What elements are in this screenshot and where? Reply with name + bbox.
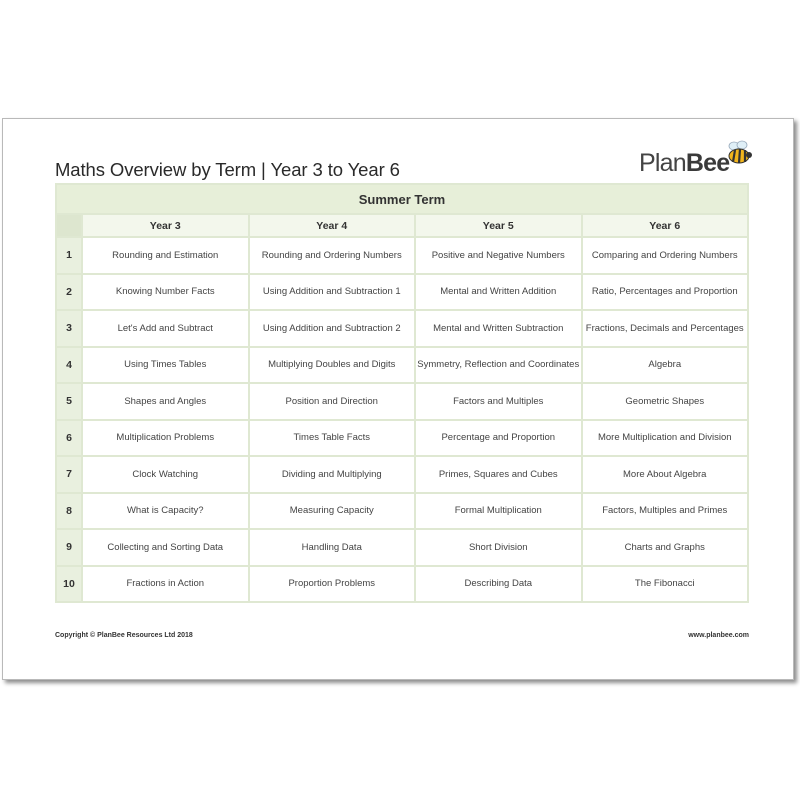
bee-icon	[725, 139, 755, 169]
planbee-logo	[639, 143, 759, 183]
row-number: 4	[56, 347, 82, 384]
website-link: www.planbee.com	[688, 632, 749, 639]
table-row	[56, 347, 748, 384]
table-cell: More Multiplication and Division	[582, 420, 749, 457]
document-page	[2, 118, 794, 680]
table-cell: Collecting and Sorting Data	[82, 529, 249, 566]
row-number: 2	[56, 274, 82, 311]
corner-cell	[56, 214, 82, 237]
table-cell: Using Addition and Subtraction 1	[249, 274, 416, 311]
table-cell: Charts and Graphs	[582, 529, 749, 566]
row-number: 6	[56, 420, 82, 457]
table-row	[56, 420, 748, 457]
table-cell: Using Times Tables	[82, 347, 249, 384]
table-cell: Primes, Squares and Cubes	[415, 456, 582, 493]
table-cell: Positive and Negative Numbers	[415, 237, 582, 274]
table-row	[56, 493, 748, 530]
table-row	[56, 529, 748, 566]
table-cell: Factors, Multiples and Primes	[582, 493, 749, 530]
table-cell: More About Algebra	[582, 456, 749, 493]
column-header-year-6: Year 6	[582, 214, 749, 237]
row-number: 1	[56, 237, 82, 274]
term-title: Summer Term	[56, 184, 748, 214]
year-header-row	[56, 214, 748, 237]
overview-table	[55, 183, 749, 603]
table-cell: Multiplication Problems	[82, 420, 249, 457]
table-cell: Symmetry, Reflection and Coordinates	[415, 347, 582, 384]
row-number: 9	[56, 529, 82, 566]
table-row	[56, 274, 748, 311]
table-cell: Describing Data	[415, 566, 582, 603]
page-title: Maths Overview by Term | Year 3 to Year 6	[55, 159, 400, 180]
table-cell: Fractions in Action	[82, 566, 249, 603]
table-cell: Mental and Written Subtraction	[415, 310, 582, 347]
table-cell: Percentage and Proportion	[415, 420, 582, 457]
column-header-year-4: Year 4	[249, 214, 416, 237]
table-cell: Multiplying Doubles and Digits	[249, 347, 416, 384]
row-number: 3	[56, 310, 82, 347]
table-cell: Using Addition and Subtraction 2	[249, 310, 416, 347]
copyright-text: Copyright © PlanBee Resources Ltd 2018	[55, 632, 193, 639]
logo-text-plan: Plan	[639, 149, 686, 177]
column-header-year-3: Year 3	[82, 214, 249, 237]
row-number: 7	[56, 456, 82, 493]
table-cell: Let's Add and Subtract	[82, 310, 249, 347]
table-row	[56, 566, 748, 603]
table-cell: Comparing and Ordering Numbers	[582, 237, 749, 274]
table-row	[56, 310, 748, 347]
table-row	[56, 237, 748, 274]
logo-text-bee: Bee	[685, 149, 730, 177]
table-cell: Factors and Multiples	[415, 383, 582, 420]
table-cell: Geometric Shapes	[582, 383, 749, 420]
table-cell: Knowing Number Facts	[82, 274, 249, 311]
table-cell: Proportion Problems	[249, 566, 416, 603]
row-number: 5	[56, 383, 82, 420]
table-cell: Shapes and Angles	[82, 383, 249, 420]
term-header-row	[56, 184, 748, 214]
table-cell: Algebra	[582, 347, 749, 384]
table-cell: Mental and Written Addition	[415, 274, 582, 311]
table-cell: The Fibonacci	[582, 566, 749, 603]
table-row	[56, 456, 748, 493]
table-cell: Rounding and Ordering Numbers	[249, 237, 416, 274]
table-cell: Formal Multiplication	[415, 493, 582, 530]
table-cell: Rounding and Estimation	[82, 237, 249, 274]
table-cell: Short Division	[415, 529, 582, 566]
table-cell: Dividing and Multiplying	[249, 456, 416, 493]
column-header-year-5: Year 5	[415, 214, 582, 237]
table-body	[56, 237, 748, 602]
table-cell: Times Table Facts	[249, 420, 416, 457]
table-cell: Clock Watching	[82, 456, 249, 493]
table-cell: Position and Direction	[249, 383, 416, 420]
table-cell: Fractions, Decimals and Percentages	[582, 310, 749, 347]
table-cell: What is Capacity?	[82, 493, 249, 530]
table-cell: Handling Data	[249, 529, 416, 566]
table-cell: Measuring Capacity	[249, 493, 416, 530]
table-row	[56, 383, 748, 420]
row-number: 8	[56, 493, 82, 530]
row-number: 10	[56, 566, 82, 603]
table-cell: Ratio, Percentages and Proportion	[582, 274, 749, 311]
